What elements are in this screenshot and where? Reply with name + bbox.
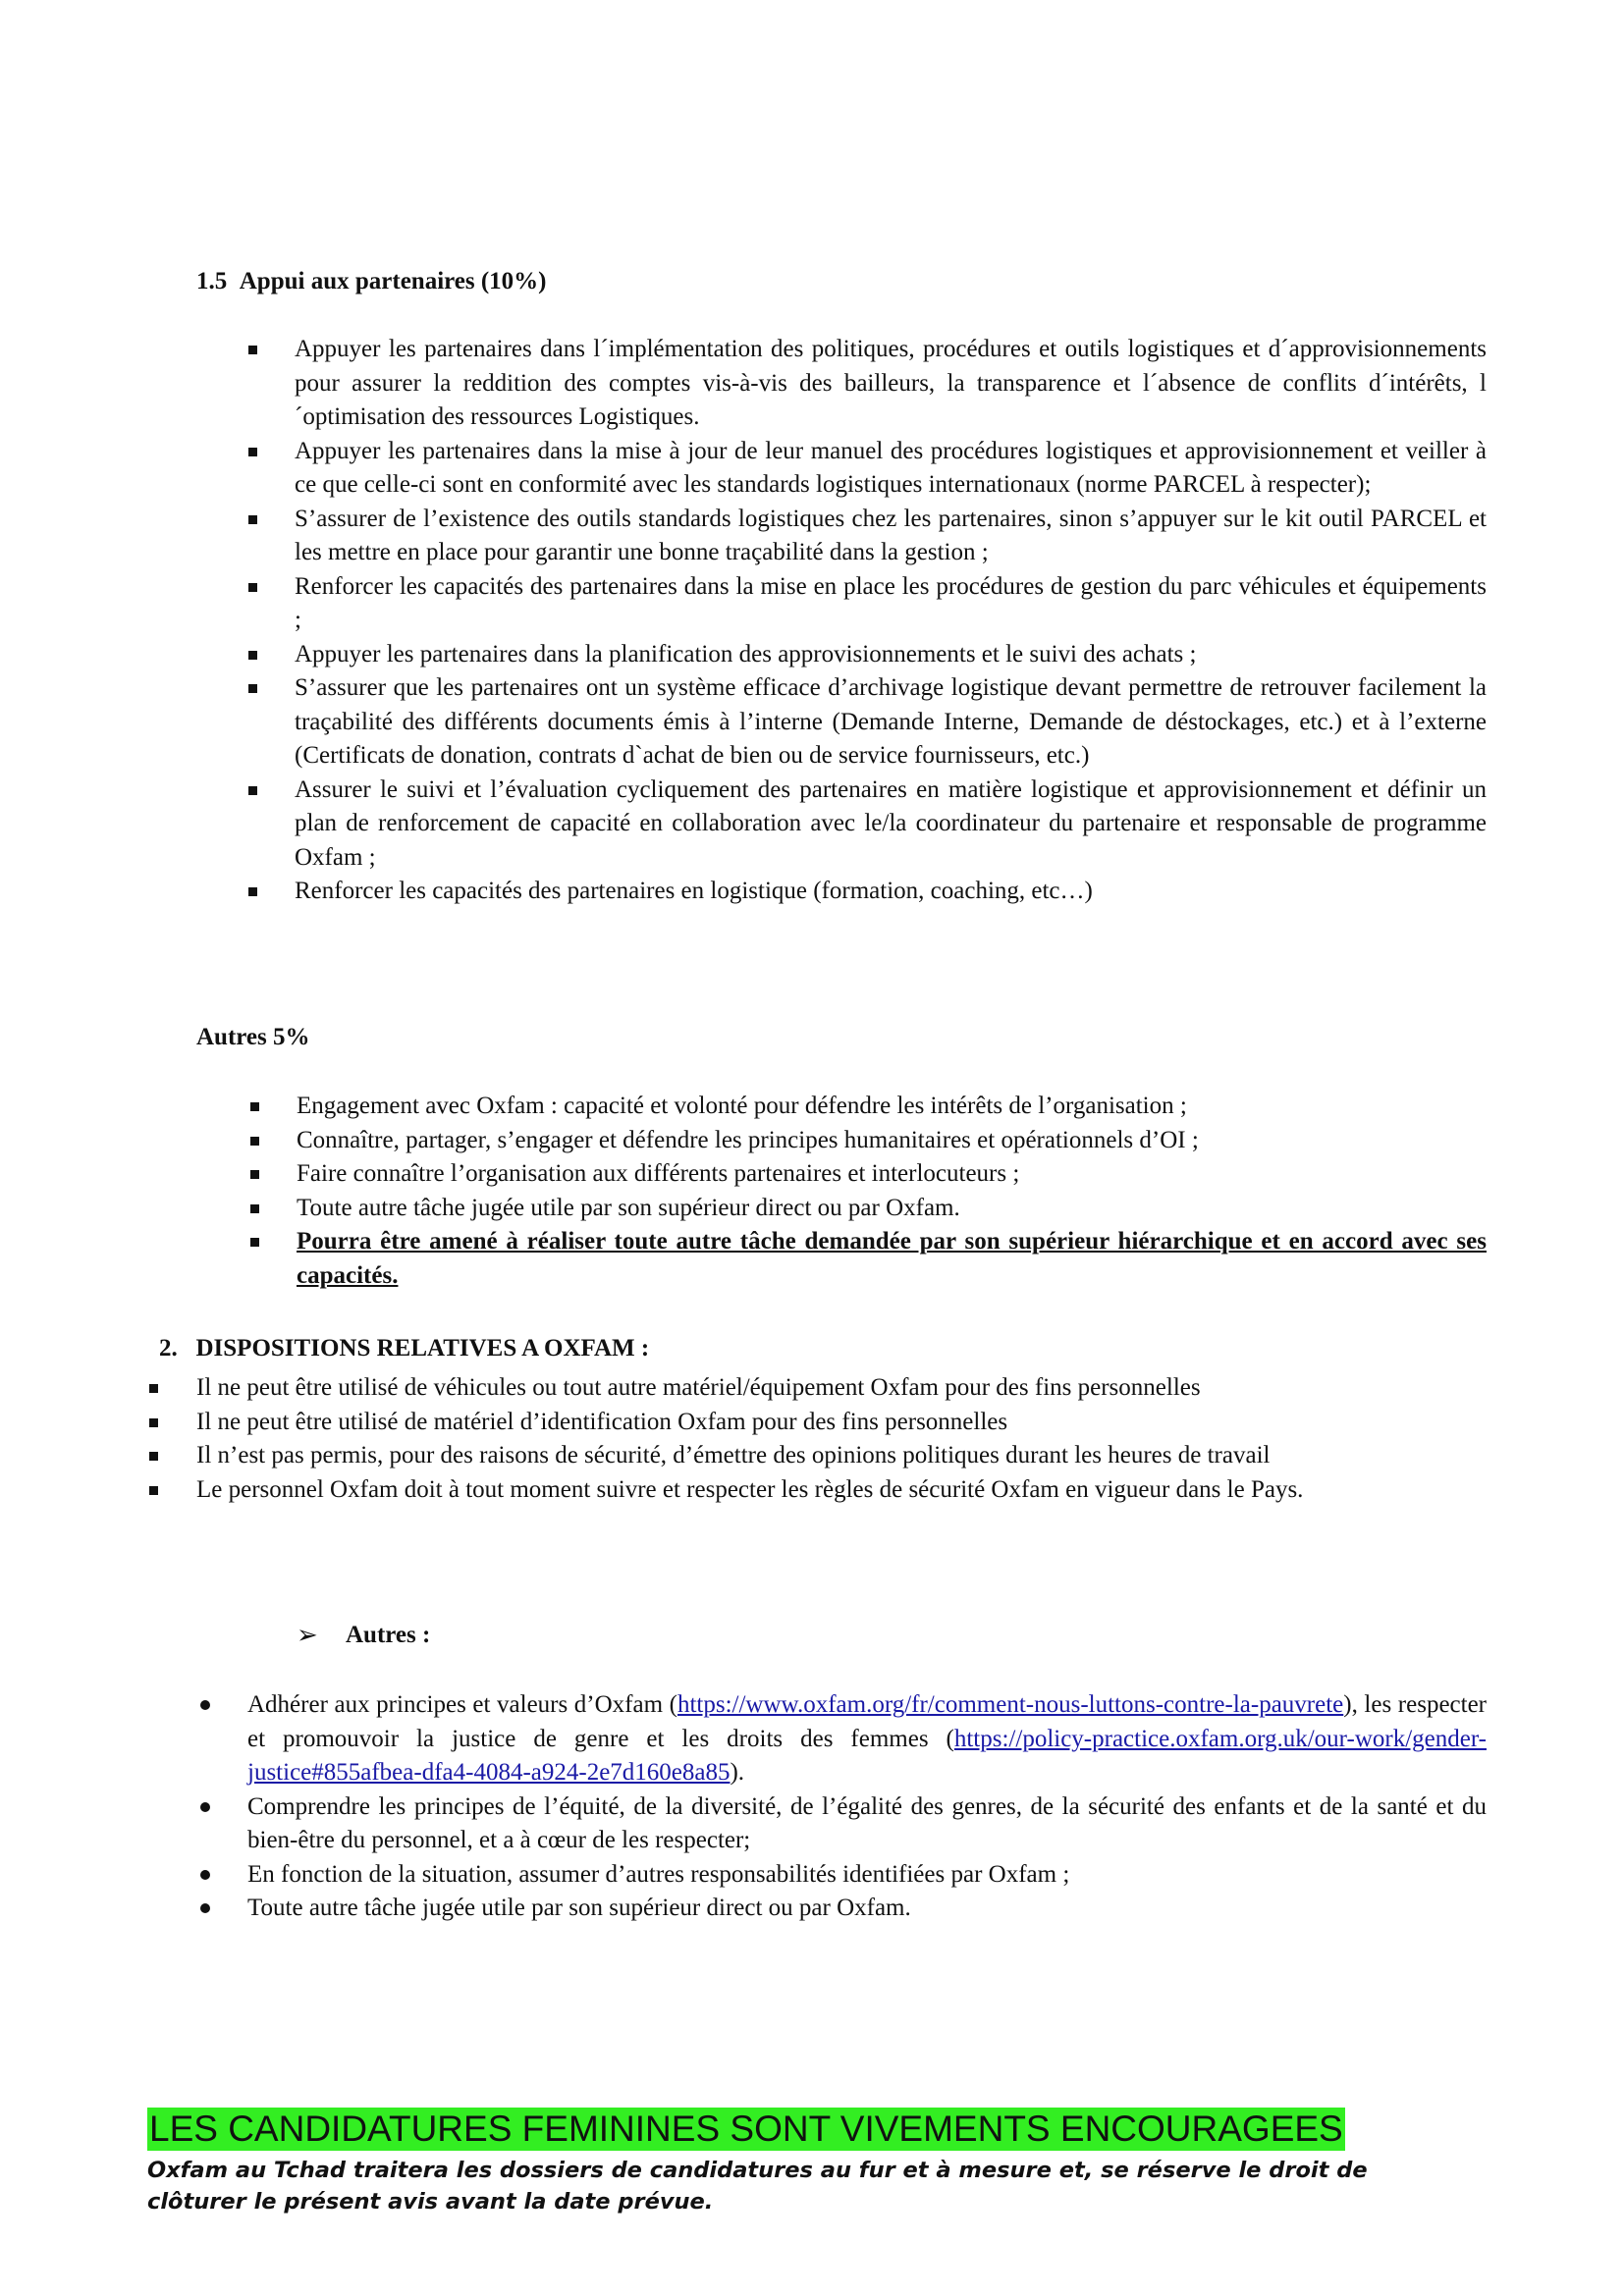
list-item-text: Assurer le suivi et l’évaluation cycliquement des partenaires en matière logistique et approvisionnement et définir un plan de renforcement de capacité en collaboration avec le/la coordinateur du partenaire et responsable de programme Oxfam ; <box>295 775 1487 871</box>
encouragement-banner: LES CANDIDATURES FEMININES SONT VIVEMENTS ENCOURAGEES <box>149 2109 1343 2149</box>
list-item-text: Comprendre les principes de l’équité, de la diversité, de l’égalité des genres, de la sécurité des enfants et de la santé et du bien-être du personnel, et a à cœur de les respecter; <box>247 1792 1487 1853</box>
section-1-5-list <box>295 333 1487 909</box>
square-bullet-icon <box>250 1238 259 1247</box>
oxfam-values-link[interactable]: https://www.oxfam.org/fr/comment-nous-luttons-contre-la-pauvrete <box>677 1691 1344 1718</box>
list-item <box>295 333 1487 435</box>
list-item-text: Il n’est pas permis, pour des raisons de sécurité, d’émettre des opinions politiques durant les heures de travail <box>196 1442 1271 1468</box>
square-bullet-icon <box>248 651 257 660</box>
list-item <box>247 1688 1487 1790</box>
list-item-text: Il ne peut être utilisé de matériel d’identification Oxfam pour des fins personnelles <box>196 1408 1008 1435</box>
round-bullet-icon <box>200 1802 210 1812</box>
list-item <box>295 875 1487 909</box>
list-item-text: Appuyer les partenaires dans l´implémentation des politiques, procédures et outils logistiques et d´approvisionnements pour assurer la reddition des comptes vis-à-vis des bailleurs, la transparence et l´absence de conflits d´intérêts, l´optimisation des ressources Logistiques. <box>295 336 1487 430</box>
list-item-text: Connaître, partager, s’engager et défendre les principes humanitaires et opérationnels d’OI ; <box>297 1126 1199 1153</box>
list-item-text: Le personnel Oxfam doit à tout moment suivre et respecter les règles de sécurité Oxfam en vigueur dans le Pays. <box>196 1475 1304 1503</box>
list-item-text: En fonction de la situation, assumer d’autres responsabilités identifiées par Oxfam ; <box>247 1860 1070 1888</box>
emphasis-item-text: Pourra être amené à réaliser toute autre tâche demandée par son supérieur hiérarchique et en accord avec ses capacités. <box>297 1228 1487 1289</box>
square-bullet-icon <box>248 346 257 354</box>
autres-heading: Autres : <box>346 1622 431 1648</box>
round-bullet-icon <box>200 1903 210 1913</box>
list-item <box>297 1157 1487 1192</box>
section-2-heading <box>159 1332 649 1365</box>
square-bullet-icon <box>250 1102 259 1111</box>
list-item <box>295 503 1487 570</box>
list-item <box>297 1192 1487 1226</box>
square-bullet-icon <box>248 448 257 456</box>
list-item-text: Adhérer aux principes et valeurs d’Oxfam ( <box>247 1691 677 1718</box>
square-bullet-icon <box>248 583 257 592</box>
square-bullet-icon <box>149 1452 158 1461</box>
list-item <box>295 435 1487 503</box>
list-item-text: Engagement avec Oxfam : capacité et volonté pour défendre les intérêts de l’organisation ; <box>297 1093 1187 1119</box>
list-item-text: Toute autre tâche jugée utile par son supérieur direct ou par Oxfam. <box>297 1194 960 1221</box>
list-item-text: Faire connaître l’organisation aux différents partenaires et interlocuteurs ; <box>297 1160 1020 1187</box>
section-title: DISPOSITIONS RELATIVES A OXFAM : <box>195 1335 650 1362</box>
arrow-bullet-icon: ➢ <box>297 1621 318 1650</box>
list-item-text: Il ne peut être utilisé de véhicules ou tout autre matériel/équipement Oxfam pour des fins personnelles <box>196 1374 1201 1401</box>
round-bullet-icon <box>200 1870 210 1880</box>
list-item <box>295 671 1487 774</box>
list-item <box>295 638 1487 672</box>
autres-5-heading: Autres 5% <box>196 1024 310 1050</box>
closing-note: Oxfam au Tchad traitera les dossiers de candidatures au fur et à mesure et, se réserve le droit de clôturer le présent avis avant la date prévue. <box>147 2158 1368 2215</box>
list-item <box>295 774 1487 876</box>
list-item-text: Appuyer les partenaires dans la mise à jour de leur manuel des procédures logistiques et approvisionnement et veiller à ce que celle-ci sont en conformité avec les standards logistiques internationaux (norme PARCEL à respecter); <box>295 437 1487 498</box>
square-bullet-icon <box>248 887 257 896</box>
list-item <box>196 1406 1487 1440</box>
square-bullet-icon <box>149 1384 158 1393</box>
list-item <box>196 1371 1487 1406</box>
list-item <box>196 1473 1487 1508</box>
square-bullet-icon <box>149 1486 158 1495</box>
square-bullet-icon <box>149 1418 158 1427</box>
square-bullet-icon <box>248 786 257 795</box>
list-item <box>196 1439 1487 1473</box>
list-item <box>297 1090 1487 1124</box>
list-item-text: ). <box>730 1759 745 1786</box>
list-item <box>247 1892 1487 1926</box>
section-number: 1.5 <box>196 268 228 294</box>
list-item <box>247 1790 1487 1858</box>
list-item-text: Renforcer les capacités des partenaires dans la mise en place les procédures de gestion du parc véhicules et équipements ; <box>295 572 1487 633</box>
list-item-text: S’assurer de l’existence des outils standards logistiques chez les partenaires, sinon s’appuyer sur le kit outil PARCEL et les mettre en place pour garantir une bonne traçabilité dans la gestion ; <box>295 505 1487 565</box>
square-bullet-icon <box>248 684 257 693</box>
list-item-text: Toute autre tâche jugée utile par son supérieur direct ou par Oxfam. <box>247 1895 911 1921</box>
round-bullet-icon <box>200 1700 210 1710</box>
gender-justice-link[interactable]: https://policy-practice.oxfam.org.uk/our-work/gender-justice#855afbea-dfa4-4084-a924-2e7d160e8a85 <box>247 1725 1487 1786</box>
autres-list <box>247 1688 1487 1926</box>
section-number: 2. <box>159 1335 178 1362</box>
list-item-text: Appuyer les partenaires dans la planification des approvisionnements et le suivi des achats ; <box>295 640 1197 667</box>
section-title: Appui aux partenaires (10%) <box>239 268 547 294</box>
section-1-5-heading <box>196 265 547 298</box>
list-item <box>247 1858 1487 1893</box>
square-bullet-icon <box>250 1170 259 1179</box>
autres-5-list <box>297 1090 1487 1293</box>
list-item-text: ), les respecter et promouvoir la justice de genre et les droits des femmes ( <box>247 1691 1487 1752</box>
list-item <box>297 1124 1487 1158</box>
square-bullet-icon <box>250 1137 259 1146</box>
square-bullet-icon <box>250 1204 259 1213</box>
section-2-list <box>196 1371 1487 1507</box>
square-bullet-icon <box>248 515 257 524</box>
list-item <box>295 570 1487 638</box>
list-item-text: Renforcer les capacités des partenaires en logistique (formation, coaching, etc…) <box>295 878 1093 904</box>
list-item-text: S’assurer que les partenaires ont un système efficace d’archivage logistique devant permettre de retrouver facilement la traçabilité des différents documents émis à l’interne (Demande Interne, Demande de déstockages, etc.) et à l’externe (Certificats de donation, contrats d`achat de bien ou de service fournisseurs, etc.) <box>295 674 1487 769</box>
list-item <box>297 1225 1487 1293</box>
